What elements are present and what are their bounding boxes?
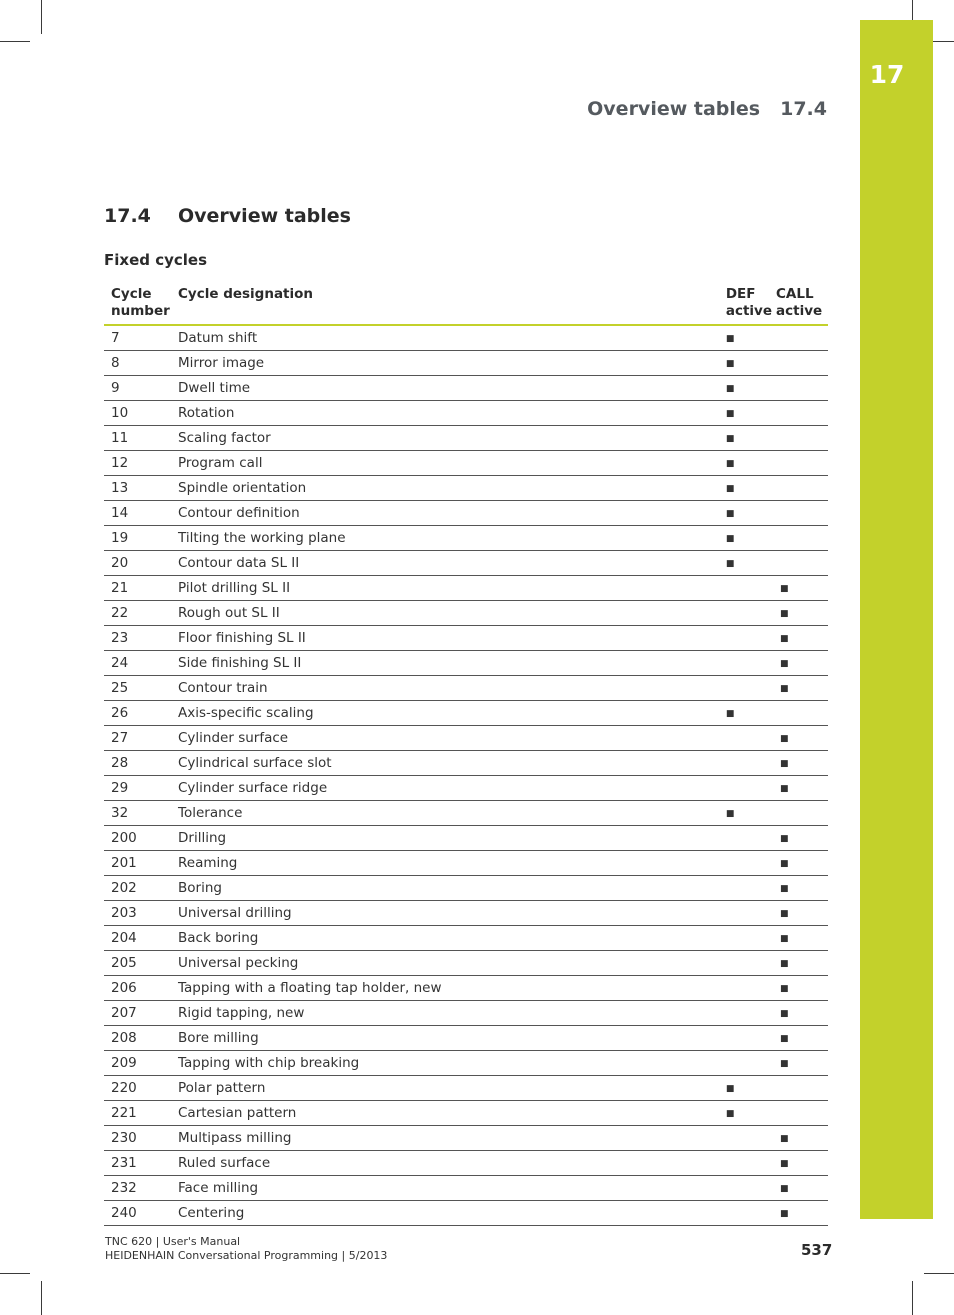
cycle-designation-cell: Tapping with chip breaking [171,1051,719,1076]
def-active-cell [719,651,772,676]
cycle-designation-cell: Reaming [171,851,719,876]
table-row [104,726,828,751]
call-active-marker: ■ [780,634,789,644]
cycle-number-cell: 200 [104,826,171,851]
cycle-number-cell: 221 [104,1101,171,1126]
cycle-number-cell: 220 [104,1076,171,1101]
cycle-number-cell: 201 [104,851,171,876]
call-active-marker: ■ [780,934,789,944]
cycle-number-cell: 28 [104,751,171,776]
cycle-number-cell: 9 [104,376,171,401]
def-active-cell [719,976,772,1001]
def-active-marker: ■ [725,359,735,369]
cycle-number-cell: 26 [104,701,171,726]
def-active-marker: ■ [725,709,735,719]
def-active-cell [719,451,772,476]
def-active-marker: ■ [725,559,735,569]
table-row [104,1051,828,1076]
cycle-number-cell: 232 [104,1176,171,1201]
crop-mark [0,1273,30,1274]
cycle-number-cell: 203 [104,901,171,926]
call-active-marker: ■ [780,659,789,669]
def-active-marker: ■ [725,459,735,469]
table-row [104,1026,828,1051]
table-row [104,501,828,526]
call-active-marker: ■ [780,1059,789,1069]
call-active-cell [772,1101,828,1126]
table-row [104,676,828,701]
subsection-title: Fixed cycles [104,251,208,269]
cycle-designation-cell: Tolerance [171,801,719,826]
call-active-cell [772,426,828,451]
cycle-number-cell: 25 [104,676,171,701]
cycle-number-cell: 206 [104,976,171,1001]
cycle-number-cell: 7 [104,325,171,351]
running-header-title: Overview tables [587,98,761,120]
cycle-number-cell: 11 [104,426,171,451]
cycle-number-cell: 20 [104,551,171,576]
def-active-cell [719,376,772,401]
call-active-cell [772,801,828,826]
cycle-designation-cell: Multipass milling [171,1126,719,1151]
cycle-number-cell: 32 [104,801,171,826]
call-active-marker: ■ [780,684,789,694]
call-active-cell [772,726,828,751]
table-row [104,426,828,451]
cycle-number-cell: 207 [104,1001,171,1026]
cycle-designation-cell: Rough out SL II [171,601,719,626]
table-row [104,376,828,401]
call-active-cell [772,926,828,951]
section-title [104,205,351,227]
crop-mark [912,1281,913,1315]
column-header-call-active: CALL active [772,284,828,325]
cycle-number-cell: 13 [104,476,171,501]
table-row [104,476,828,501]
cycle-number-cell: 231 [104,1151,171,1176]
call-active-cell [772,776,828,801]
cycle-designation-cell: Contour data SL II [171,551,719,576]
cycle-designation-cell: Cylinder surface [171,726,719,751]
def-active-cell [719,325,772,351]
cycle-designation-cell: Side finishing SL II [171,651,719,676]
cycle-designation-cell: Universal pecking [171,951,719,976]
call-active-marker: ■ [780,784,789,794]
table-row [104,325,828,351]
call-active-marker: ■ [780,1209,789,1219]
cycle-designation-cell: Datum shift [171,325,719,351]
table-row [104,926,828,951]
def-active-marker: ■ [725,534,735,544]
table-row [104,901,828,926]
call-active-marker: ■ [780,584,789,594]
call-active-cell [772,626,828,651]
chapter-tab [860,20,933,1219]
call-active-marker: ■ [780,1134,789,1144]
table-row [104,576,828,601]
table-row [104,1201,828,1226]
call-active-cell [772,1176,828,1201]
call-active-marker: ■ [780,734,789,744]
cycle-number-cell: 12 [104,451,171,476]
def-active-cell [719,801,772,826]
cycle-number-cell: 23 [104,626,171,651]
cycle-designation-cell: Centering [171,1201,719,1226]
call-active-marker: ■ [780,1034,789,1044]
def-active-cell [719,501,772,526]
def-active-cell [719,851,772,876]
call-active-cell [772,551,828,576]
table-row [104,876,828,901]
cycle-designation-cell: Tilting the working plane [171,526,719,551]
table-row [104,751,828,776]
cycle-designation-cell: Cylinder surface ridge [171,776,719,801]
call-active-cell [772,1001,828,1026]
cycle-number-cell: 29 [104,776,171,801]
section-number: 17.4 [104,205,151,227]
def-active-cell [719,351,772,376]
table-row [104,1076,828,1101]
chapter-number: 17 [869,60,905,89]
call-active-cell [772,826,828,851]
call-active-cell [772,1026,828,1051]
footer [105,1235,387,1263]
cycle-designation-cell: Contour train [171,676,719,701]
crop-mark [41,0,42,34]
call-active-cell [772,676,828,701]
call-active-cell [772,376,828,401]
table-row [104,651,828,676]
cycle-number-cell: 230 [104,1126,171,1151]
call-active-cell [772,576,828,601]
cycle-designation-cell: Ruled surface [171,1151,719,1176]
section-title-text: Overview tables [178,205,351,227]
call-active-marker: ■ [780,909,789,919]
def-active-marker: ■ [725,334,735,344]
cycle-number-cell: 208 [104,1026,171,1051]
table-row [104,851,828,876]
def-active-cell [719,576,772,601]
def-active-cell [719,1201,772,1226]
running-header-section: 17.4 [780,98,827,120]
def-active-cell [719,626,772,651]
def-active-cell [719,876,772,901]
call-active-cell [772,476,828,501]
cycle-number-cell: 14 [104,501,171,526]
def-active-cell [719,476,772,501]
call-active-cell [772,751,828,776]
call-active-marker: ■ [780,1009,789,1019]
page-number: 537 [801,1241,833,1259]
def-active-marker: ■ [725,809,735,819]
cycle-designation-cell: Rotation [171,401,719,426]
cycle-designation-cell: Back boring [171,926,719,951]
cycle-number-cell: 209 [104,1051,171,1076]
call-active-marker: ■ [780,609,789,619]
cycle-designation-cell: Spindle orientation [171,476,719,501]
footer-line-1: TNC 620 | User's Manual [105,1235,241,1248]
call-active-marker: ■ [780,1159,789,1169]
def-active-marker: ■ [725,1084,735,1094]
call-active-cell [772,976,828,1001]
cycle-designation-cell: Drilling [171,826,719,851]
table-row [104,526,828,551]
call-active-cell [772,851,828,876]
def-active-cell [719,551,772,576]
def-active-cell [719,951,772,976]
def-active-cell [719,401,772,426]
def-active-marker: ■ [725,384,735,394]
cycle-designation-cell: Face milling [171,1176,719,1201]
table-row [104,976,828,1001]
cycle-designation-cell: Universal drilling [171,901,719,926]
cycle-number-cell: 205 [104,951,171,976]
cycle-number-cell: 24 [104,651,171,676]
def-active-marker: ■ [725,434,735,444]
cycle-designation-cell: Rigid tapping, new [171,1001,719,1026]
def-active-marker: ■ [725,509,735,519]
def-active-cell [719,701,772,726]
cycle-designation-cell: Floor finishing SL II [171,626,719,651]
cycle-designation-cell: Tapping with a floating tap holder, new [171,976,719,1001]
cycle-number-cell: 19 [104,526,171,551]
def-active-cell [719,1026,772,1051]
cycle-designation-cell: Contour definition [171,501,719,526]
def-active-cell [719,1001,772,1026]
footer-line-2: HEIDENHAIN Conversational Programming | 5/2013 [105,1249,388,1262]
cycle-designation-cell: Dwell time [171,376,719,401]
column-header-def-active: DEF active [719,284,772,325]
fixed-cycles-table [104,284,828,1226]
call-active-cell [772,1076,828,1101]
def-active-cell [719,426,772,451]
def-active-cell [719,601,772,626]
def-active-cell [719,751,772,776]
def-active-cell [719,901,772,926]
table-header-row [104,284,828,325]
call-active-marker: ■ [780,834,789,844]
def-active-cell [719,1076,772,1101]
table-row [104,551,828,576]
def-active-marker: ■ [725,1109,735,1119]
crop-mark [924,1273,954,1274]
table-row [104,626,828,651]
def-active-cell [719,1051,772,1076]
cycle-designation-cell: Axis-specific scaling [171,701,719,726]
def-active-cell [719,826,772,851]
cycle-designation-cell: Polar pattern [171,1076,719,1101]
running-header [587,98,827,120]
table-row [104,601,828,626]
table-row [104,951,828,976]
call-active-marker: ■ [780,759,789,769]
call-active-cell [772,1126,828,1151]
call-active-cell [772,701,828,726]
crop-mark [41,1281,42,1315]
table-row [104,401,828,426]
def-active-cell [719,776,772,801]
def-active-cell [719,526,772,551]
def-active-cell [719,1101,772,1126]
table-row [104,451,828,476]
cycle-designation-cell: Pilot drilling SL II [171,576,719,601]
cycle-number-cell: 21 [104,576,171,601]
cycle-number-cell: 10 [104,401,171,426]
def-active-marker: ■ [725,409,735,419]
column-header-cycle-number: Cycle number [104,284,171,325]
call-active-cell [772,501,828,526]
cycle-designation-cell: Cartesian pattern [171,1101,719,1126]
def-active-cell [719,1176,772,1201]
table-row [104,701,828,726]
call-active-cell [772,1201,828,1226]
call-active-marker: ■ [780,959,789,969]
cycle-designation-cell: Bore milling [171,1026,719,1051]
call-active-cell [772,526,828,551]
table-row [104,1151,828,1176]
column-header-cycle-designation: Cycle designation [171,284,719,325]
cycle-number-cell: 8 [104,351,171,376]
cycle-designation-cell: Mirror image [171,351,719,376]
cycle-number-cell: 22 [104,601,171,626]
call-active-cell [772,901,828,926]
cycle-number-cell: 204 [104,926,171,951]
crop-mark [0,41,30,42]
call-active-cell [772,876,828,901]
call-active-marker: ■ [780,984,789,994]
def-active-cell [719,1151,772,1176]
def-active-cell [719,1126,772,1151]
call-active-marker: ■ [780,884,789,894]
table-row [104,801,828,826]
table-row [104,1001,828,1026]
def-active-cell [719,926,772,951]
cycle-designation-cell: Program call [171,451,719,476]
call-active-cell [772,651,828,676]
cycle-number-cell: 240 [104,1201,171,1226]
cycle-number-cell: 27 [104,726,171,751]
call-active-cell [772,325,828,351]
call-active-cell [772,401,828,426]
def-active-cell [719,676,772,701]
table-body [104,325,828,1226]
def-active-marker: ■ [725,484,735,494]
call-active-cell [772,451,828,476]
call-active-cell [772,1151,828,1176]
table-row [104,826,828,851]
call-active-cell [772,951,828,976]
call-active-cell [772,601,828,626]
table-row [104,776,828,801]
def-active-cell [719,726,772,751]
table-row [104,1101,828,1126]
call-active-marker: ■ [780,859,789,869]
cycle-number-cell: 202 [104,876,171,901]
table-row [104,1176,828,1201]
call-active-cell [772,351,828,376]
cycle-designation-cell: Cylindrical surface slot [171,751,719,776]
table-row [104,351,828,376]
cycle-designation-cell: Scaling factor [171,426,719,451]
table-row [104,1126,828,1151]
cycle-designation-cell: Boring [171,876,719,901]
call-active-cell [772,1051,828,1076]
call-active-marker: ■ [780,1184,789,1194]
